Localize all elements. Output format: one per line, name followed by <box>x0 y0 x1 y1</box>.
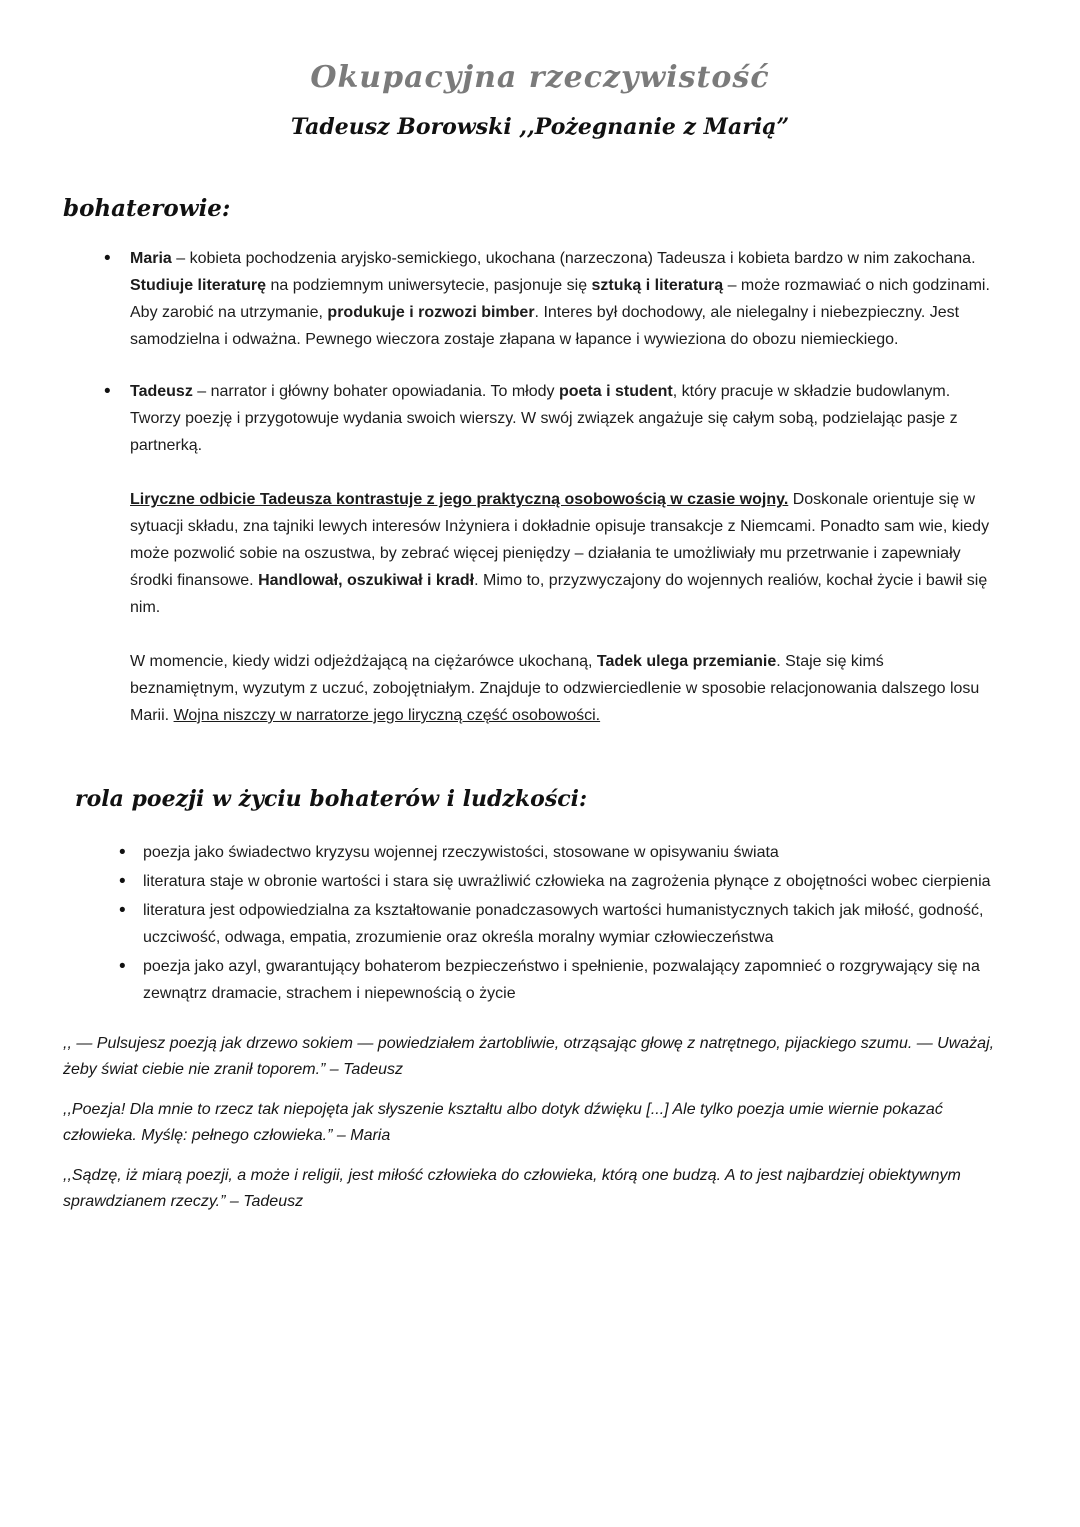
page-title: Okupacyjna rzeczywistość <box>310 60 770 95</box>
paragraph-lyrical-contrast: Liryczne odbicie Tadeusza kontrastuje z jego praktyczną osobowością w czasie wojny. Doskonale orientuje się w sytuacji składu, zna tajniki lewych interesów Inżyniera i dokładnie opisuje transakcje z Niemcami. Ponadto sam wie, kiedy może pozwolić sobie na oszustwa, by zebrać więcej pieniędzy – działania te umożliwiały mu przetrwanie i zapewniały środki finansowe. Handlował, oszukiwał i kradł. Mimo to, przyzwyczajony do wojennych realiów, kochał życie i bawił się nim. <box>130 491 990 616</box>
quote-tadeusz-1: ,, — Pulsujesz poezją jak drzewo sokiem — powiedziałem żartobliwie, otrząsając głowę z natrętnego, pijackiego szumu. — Uważaj, żeby świat ciebie nie zranił toporem.” – Tadeusz <box>63 1035 995 1078</box>
list-item-poetry-3: • literatura jest odpowiedzialna za kształtowanie ponadczasowych wartości humanistycznych takich jak miłość, godność, uczciwość, odwaga, empatia, zrozumienie oraz określa moralny wymiar człowieczeństwa <box>115 897 995 951</box>
poetry-role-list <box>115 839 995 1007</box>
paragraph-transformation: W momencie, kiedy widzi odjeżdżającą na ciężarówce ukochaną, Tadek ulega przemianie. Staje się kimś beznamiętnym, wyzutym z uczuć, zobojętniałym. Znajduje to odzwierciedlenie w sposobie relacjonowania dalszego losu Marii. Wojna niszczy w narratorze jego liryczną część osobowości. <box>130 653 980 724</box>
characters-list <box>100 245 995 459</box>
section-heading-characters: bohaterowie: <box>63 195 231 222</box>
list-item-maria: • Maria – kobieta pochodzenia aryjsko-semickiego, ukochana (narzeczona) Tadeusza i kobieta bardzo w nim zakochana. Studiuje literaturę na podziemnym uniwersytecie, pasjonuje się sztuką i literaturą – może rozmawiać o nich godzinami. Aby zarobić na utrzymanie, produkuje i rozwozi bimber. Interes był dochodowy, ale nielegalny i niebezpieczny. Jest samodzielna i odważna. Pewnego wieczora zostaje złapana w łapance i wywieziona do obozu niemieckiego. <box>100 245 995 353</box>
list-item-tadeusz: • Tadeusz – narrator i główny bohater opowiadania. To młody poeta i student, który pracuje w składzie budowlanym. Tworzy poezję i przygotowuje wydania swoich wierszy. W swój związek angażuje się całym sobą, podzielając pasje z partnerką. <box>100 378 995 459</box>
page-subtitle: Tadeusz Borowski ,,Pożegnanie z Marią” <box>290 114 790 140</box>
document-content <box>0 195 1080 1215</box>
list-item-poetry-2: • literatura staje w obronie wartości i stara się uwrażliwić człowieka na zagrożenia płynące z obojętności wobec cierpienia <box>115 868 995 895</box>
quote-maria: ,,Poezja! Dla mnie to rzecz tak niepojęta jak słyszenie kształtu albo dotyk dźwięku [...] Ale tylko poezja umie wiernie pokazać człowieka. Myślę: pełnego człowieka.” – Maria <box>63 1101 943 1144</box>
list-item-poetry-4: • poezja jako azyl, gwarantujący bohaterom bezpieczeństwo i spełnienie, pozwalający zapomnieć o rozgrywający się na zewnątrz dramacie, strachem i niepewnością o życie <box>115 953 995 1007</box>
section-heading-poetry-role: rola poezji w życiu bohaterów i ludzkości: <box>75 786 588 812</box>
quote-tadeusz-2: ,,Sądzę, iż miarą poezji, a może i religii, jest miłość człowieka do człowieka, którą one budzą. A to jest najbardziej obiektywnym sprawdzianem rzeczy.” – Tadeusz <box>63 1167 961 1210</box>
list-item-poetry-1: • poezja jako świadectwo kryzysu wojennej rzeczywistości, stosowane w opisywaniu świata <box>115 839 995 866</box>
